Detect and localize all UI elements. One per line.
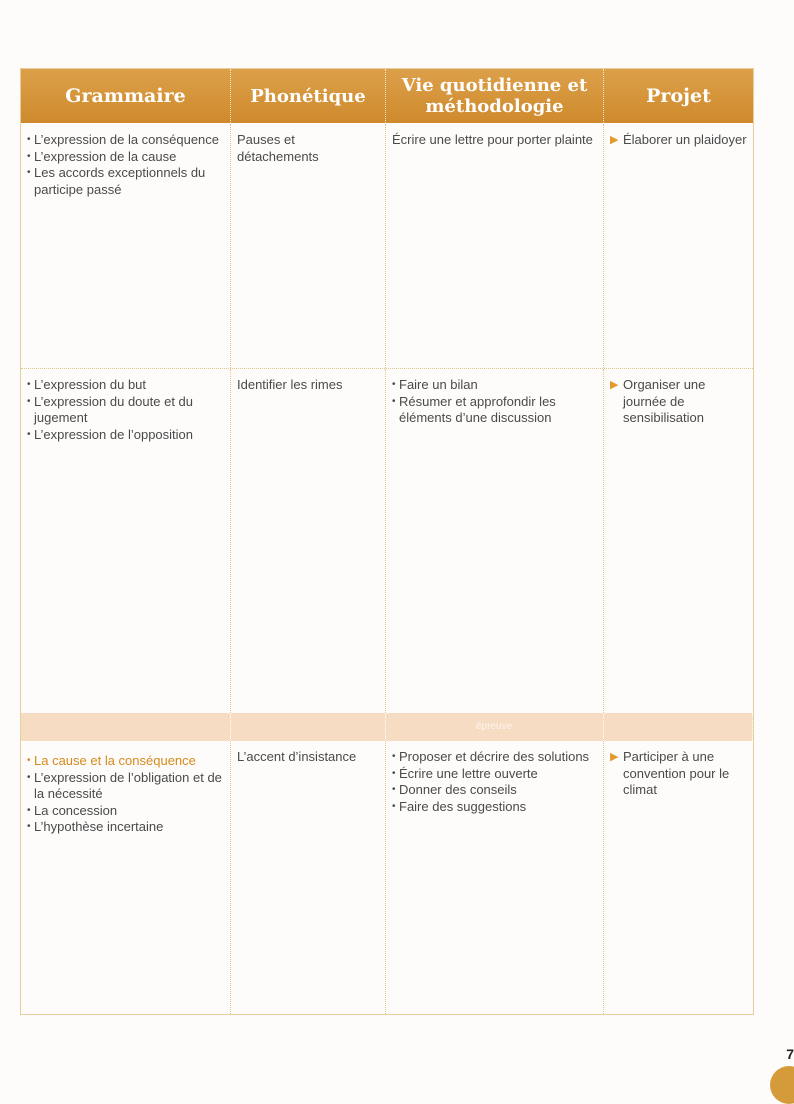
list-item: • La concession [27, 803, 224, 820]
list-item: • Écrire une lettre ouverte [392, 766, 597, 783]
program-table [20, 68, 754, 1015]
cell-projet [604, 741, 753, 1014]
list-item: • L’hypothèse incertaine [27, 819, 224, 836]
header-vie-line1: Vie quotidienne et [401, 75, 588, 96]
list-item: • L’expression de l’opposition [27, 427, 224, 444]
header-vie-line2: méthodologie [425, 96, 564, 117]
list-item: • L’expression de la conséquence [27, 132, 224, 149]
cell-phonetique [231, 369, 386, 713]
band-segment [231, 713, 386, 741]
projet-text: Élaborer un plaidoyer [623, 132, 747, 147]
band-segment [604, 713, 753, 741]
cell-grammaire [21, 369, 231, 713]
list-item: • Faire un bilan [392, 377, 597, 394]
table-header [21, 69, 753, 123]
list-item-highlight: • La cause et la conséquence [27, 753, 224, 770]
cell-vie [386, 741, 604, 1014]
cell-projet [604, 124, 753, 368]
cell-vie [386, 124, 604, 368]
phonetique-text: Identifier les rimes [237, 377, 343, 392]
projet-text: Participer à une convention pour le climat [623, 749, 730, 797]
corner-decoration [770, 1066, 794, 1104]
list-item: • Proposer et décrire des solutions [392, 749, 597, 766]
list-item: • L’expression du doute et du jugement [27, 394, 224, 427]
arrow-right-icon: ▶ [610, 751, 619, 763]
list-item: • L’expression de l’obligation et de la nécessité [27, 770, 224, 803]
vie-text: Écrire une lettre pour porter plainte [392, 132, 593, 147]
section-band [21, 713, 753, 741]
list-item: • Faire des suggestions [392, 799, 597, 816]
table-row [21, 369, 753, 713]
band-label: épreuve [476, 721, 513, 732]
list-item: • Donner des conseils [392, 782, 597, 799]
cell-projet [604, 369, 753, 713]
cell-grammaire [21, 741, 231, 1014]
cell-grammaire [21, 124, 231, 368]
list-item: • L’expression du but [27, 377, 224, 394]
table-row [21, 124, 753, 369]
header-grammaire: Grammaire [21, 69, 231, 123]
list-item: • L’expression de la cause [27, 149, 224, 166]
list-item: • Résumer et approfondir les éléments d’une discussion [392, 394, 597, 427]
band-segment [21, 713, 231, 741]
phonetique-text: Pauses et détachements [237, 132, 319, 164]
table-row [21, 741, 753, 1014]
page-number: 7 [786, 1046, 794, 1062]
cell-vie [386, 369, 604, 713]
list-item: • Les accords exceptionnels du participe passé [27, 165, 224, 198]
header-phonetique: Phonétique [231, 69, 386, 123]
cell-phonetique [231, 124, 386, 368]
arrow-right-icon: ▶ [610, 134, 619, 146]
phonetique-text: L’accent d’insistance [237, 749, 357, 764]
cell-phonetique [231, 741, 386, 1014]
header-vie-quotidienne [386, 69, 604, 123]
arrow-right-icon: ▶ [610, 379, 619, 391]
projet-text: Organiser une journée de sensibilisation [623, 377, 706, 425]
header-projet: Projet [646, 84, 711, 107]
